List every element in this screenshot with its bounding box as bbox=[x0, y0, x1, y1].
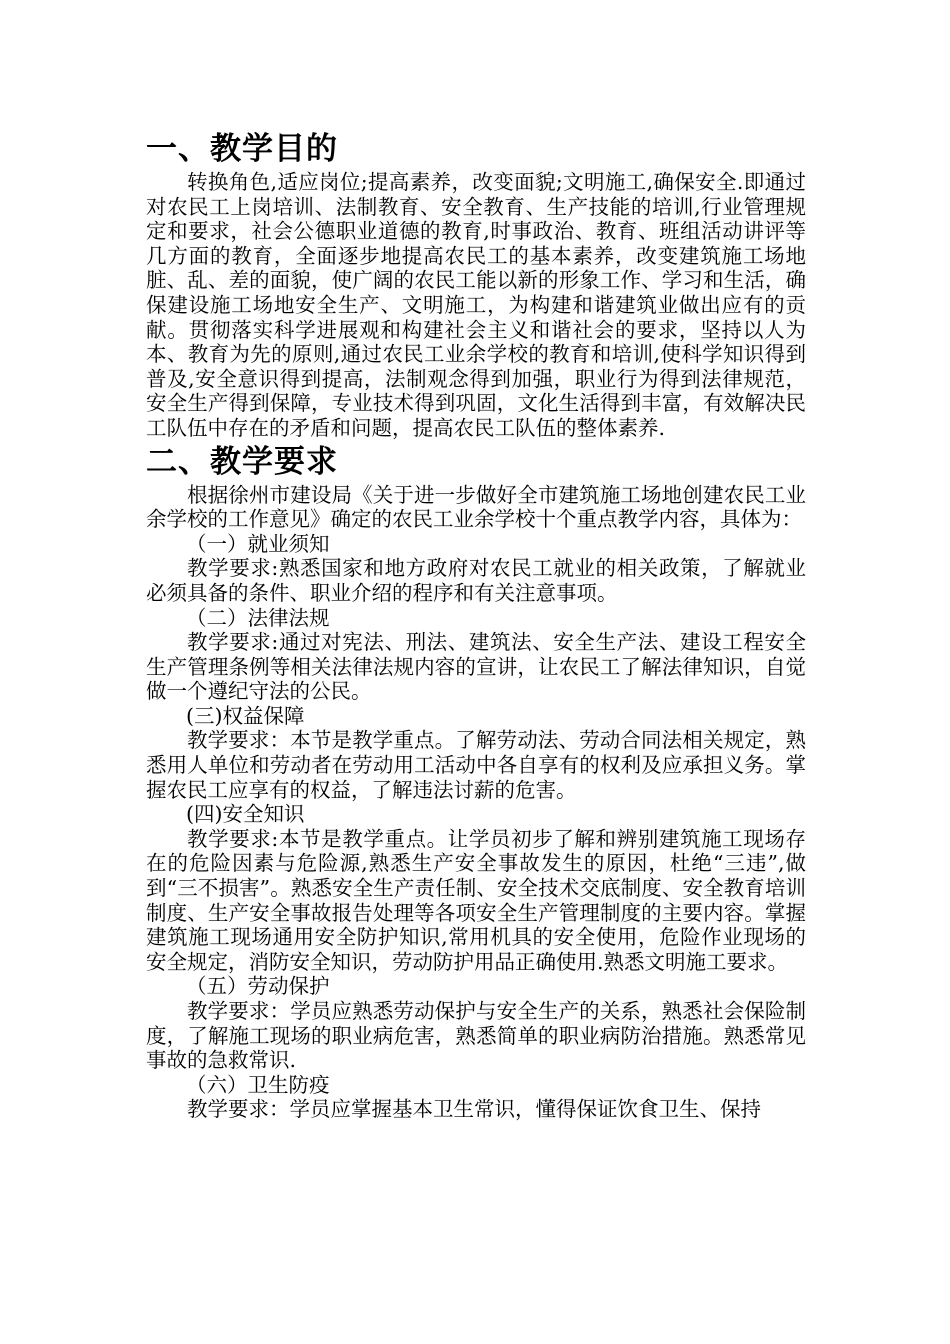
section-heading-teaching-requirements: 二、教学要求 bbox=[146, 443, 338, 480]
document-page bbox=[146, 128, 806, 1122]
paragraph-requirements-intro: 根据徐州市建设局《关于进一步做好全市建筑施工场地创建农民工业余学校的工作意见》确定的农民工业余学校十个重点教学内容，具体为： bbox=[146, 482, 806, 532]
paragraph-hygiene: 教学要求：学员应掌握基本卫生常识，懂得保证饮食卫生、保持 bbox=[187, 1097, 761, 1122]
paragraph-teaching-purpose: 转换角色,适应岗位;提高素养，改变面貌;文明施工,确保安全.即通过对农民工上岗培训、法制教育、安全教育、生产技能的培训,行业管理规定和要求，社会公德职业道德的教育,时事政治、教育、班组活动讲评等几方面的教育，全面逐步地提高农民工的基本素养，改变建筑施工场地脏、乱、差的面貌，使广阔的农民工能以新的形象工作、学习和生活，确保建设施工场地安全生产、文明施工，为构建和谐建筑业做出应有的贡献。贯彻落实科学进展观和构建社会主义和谐社会的要求，坚持以人为本、教育为先的原则,通过农民工业余学校的教育和培训,使科学知识得到普及,安全意识得到提高，法制观念得到加强，职业行为得到法律规范，安全生产得到保障，专业技术得到巩固，文化生活得到丰富，有效解决民工队伍中存在的矛盾和问题，提高农民工队伍的整体素养. bbox=[146, 170, 806, 440]
subheading-hygiene: （六）卫生防疫 bbox=[186, 1072, 330, 1097]
paragraph-employment: 教学要求:熟悉国家和地方政府对农民工就业的相关政策，了解就业必须具备的条件、职业介绍的程序和有关注意事项。 bbox=[146, 556, 806, 605]
paragraph-rights: 教学要求：本节是教学重点。了解劳动法、劳动合同法相关规定，熟悉用人单位和劳动者在劳动用工活动中各自享有的权利及应承担义务。掌握农民工应享有的权益，了解违法讨薪的危害。 bbox=[146, 728, 806, 802]
subheading-safety: (四)安全知识 bbox=[186, 802, 305, 827]
paragraph-labor-protection: 教学要求：学员应熟悉劳动保护与安全生产的关系，熟悉社会保险制度，了解施工现场的职业病危害，熟悉简单的职业病防治措施。熟悉常见事故的急救常识. bbox=[146, 999, 806, 1073]
subheading-laws: （二）法律法规 bbox=[186, 605, 330, 630]
paragraph-laws: 教学要求:通过对宪法、刑法、建筑法、安全生产法、建设工程安全生产管理条例等相关法律法规内容的宣讲，让农民工了解法律知识，自觉做一个遵纪守法的公民。 bbox=[146, 630, 806, 704]
section-heading-teaching-purpose: 一、教学目的 bbox=[146, 131, 338, 167]
paragraph-safety: 教学要求:本节是教学重点。让学员初步了解和辨别建筑施工现场存在的危险因素与危险源,熟悉生产安全事故发生的原因，杜绝“三违”,做到“三不损害”。熟悉安全生产责任制、安全技术交底制度、安全教育培训制度、生产安全事故报告处理等各项安全生产管理制度的主要内容。掌握建筑施工现场通用安全防护知识,常用机具的安全使用，危险作业现场的安全规定，消防安全知识，劳动防护用品正确使用.熟悉文明施工要求。 bbox=[146, 826, 806, 974]
subheading-rights: (三)权益保障 bbox=[186, 703, 305, 728]
subheading-employment: （一）就业须知 bbox=[186, 531, 330, 556]
subheading-labor-protection: （五）劳动保护 bbox=[186, 974, 330, 999]
